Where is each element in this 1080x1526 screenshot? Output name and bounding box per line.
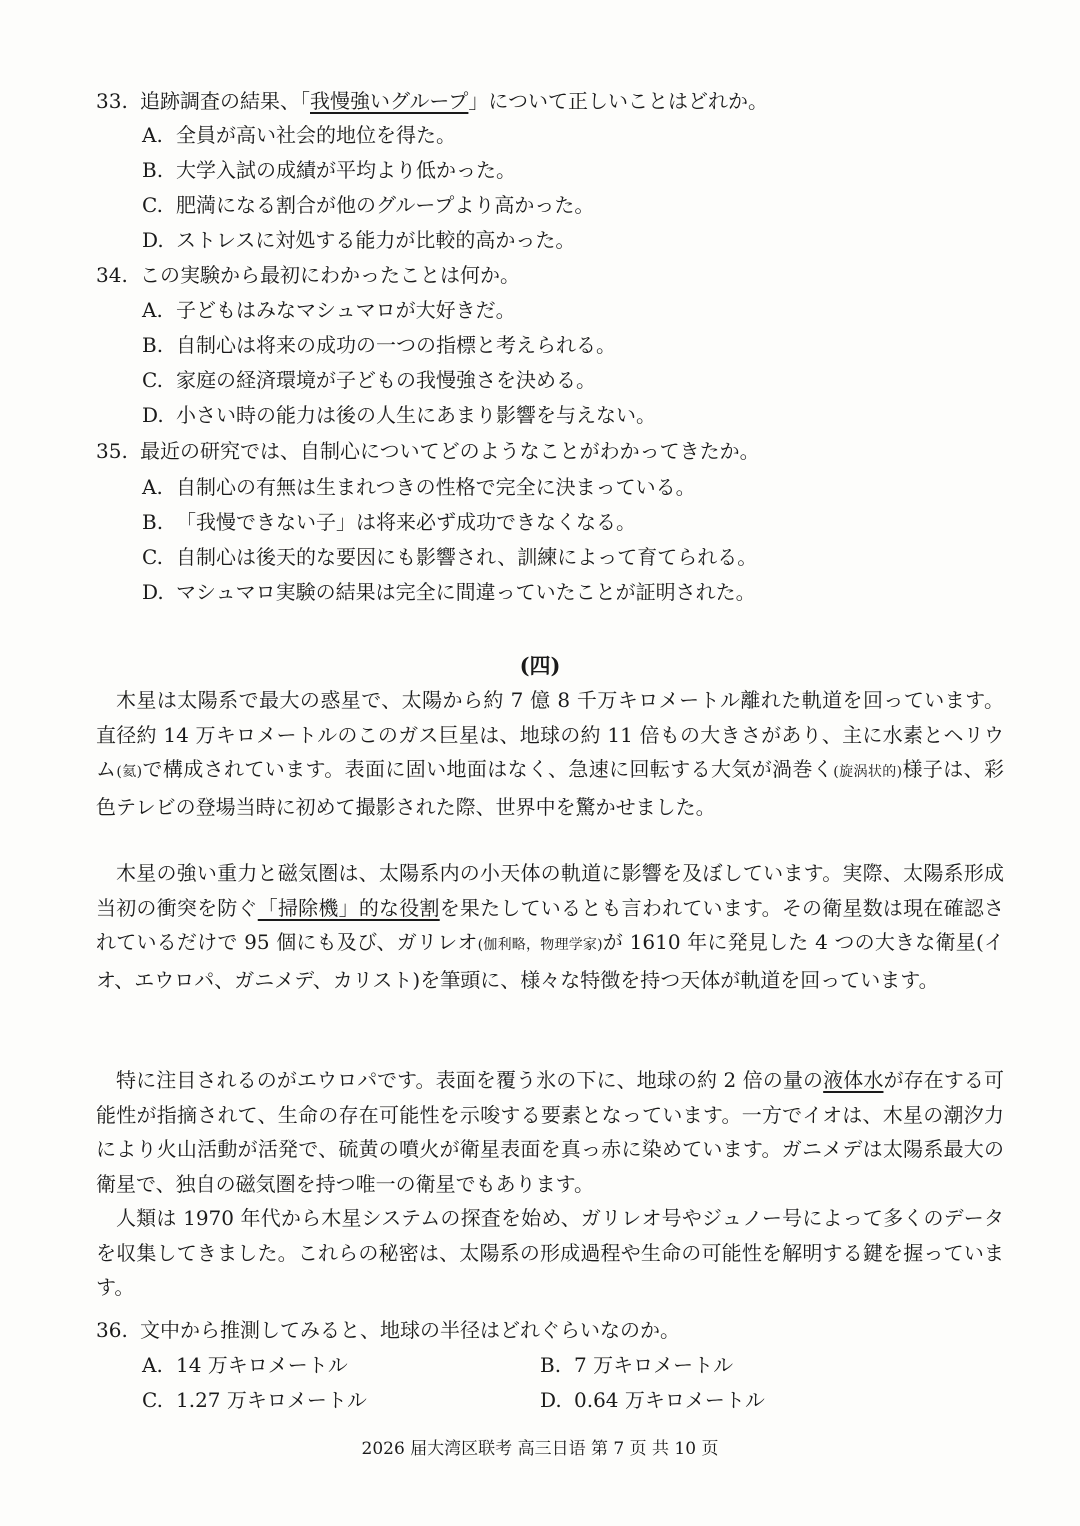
question-34: 34. この実験から最初にわかったことは何か。 [96, 263, 520, 287]
question-text: 最近の研究では、自制心についてどのようなことがわかってきたか。 [140, 439, 760, 463]
annotation-note: (氦) [116, 764, 143, 780]
passage-paragraph-2: 木星の強い重力と磁気圏は、太陽系内の小天体の軌道に影響を及ぼしています。実際、太陽系形成当初の衝突を防ぐ「掃除機」的な役割を果たしているとも言われています。その衛星数は現在確認されているだけで 95 個にも及び、ガリレオ(伽利略，物理学家)が 1610 年に発見した 4 つの大きな衛星(イオ、エウロパ、ガニメデ、カリスト)を筆頭に、様々な特徴を持つ天体が軌道を回っています。 [96, 861, 1005, 992]
annotation-note: (伽利略，物理学家) [477, 937, 603, 953]
underlined-phrase: 液体水 [823, 1068, 884, 1092]
underlined-phrase: 「掃除機」的な役割 [257, 895, 440, 920]
option-34-a[interactable]: A. 子どもはみなマシュマロが大好きだ。 [142, 298, 516, 322]
option-36-a[interactable]: A. 14 万キロメートル [142, 1353, 348, 1377]
option-34-c[interactable]: C. 家庭の経済環境が子どもの我慢強さを決める。 [142, 368, 596, 392]
passage-paragraph-4: 人類は 1970 年代から木星システムの探査を始め、ガリレオ号やジュノー号によって多くのデータを収集してきました。これらの秘密は、太陽系の形成過程や生命の可能性を解明する鍵を握っています。 [96, 1206, 1004, 1299]
question-text: 」について正しいことはどれか。 [468, 89, 769, 113]
question-33: 33. 追跡調査の結果、「我慢強いグループ」について正しいことはどれか。 [96, 89, 769, 113]
option-36-b[interactable]: B. 7 万キロメートル [540, 1353, 734, 1377]
option-35-c[interactable]: C. 自制心は後天的な要因にも影響され、訓練によって育てられる。 [142, 545, 758, 569]
option-35-a[interactable]: A. 自制心の有無は生まれつきの性格で完全に決まっている。 [142, 475, 696, 499]
underlined-phrase: 我慢強いグループ [310, 89, 469, 113]
option-34-d[interactable]: D. 小さい時の能力は後の人生にあまり影響を与えない。 [142, 403, 656, 427]
annotation-note: (旋涡状的) [833, 764, 903, 780]
question-36: 36. 文中から推測してみると、地球の半径はどれぐらいなのか。 [96, 1318, 680, 1342]
option-36-d[interactable]: D. 0.64 万キロメートル [540, 1388, 765, 1412]
option-35-d[interactable]: D. マシュマロ実験の結果は完全に間違っていたことが証明された。 [142, 580, 756, 604]
option-35-b[interactable]: B. 「我慢できない子」は将来必ず成功できなくなる。 [142, 510, 636, 534]
option-33-b[interactable]: B. 大学入試の成績が平均より低かった。 [142, 158, 516, 182]
option-33-c[interactable]: C. 肥満になる割合が他のグループより高かった。 [142, 193, 595, 217]
passage-paragraph-1: 木星は太陽系で最大の惑星で、太陽から約 7 億 8 千万キロメートル離れた軌道を回っています。直径約 14 万キロメートルのこのガス巨星は、地球の約 11 倍もの大きさがあり、主に水素とヘリウム(氦)で構成されています。表面に固い地面はなく、急速に回転する大気が渦巻く(旋涡状的)様子は、彩色テレビの登場当時に初めて撮影された際、世界中を驚かせました。 [96, 688, 1004, 819]
section-title: (四) [519, 653, 561, 678]
page-footer: 2026 届大湾区联考 高三日语 第 7 页 共 10 页 [361, 1439, 719, 1459]
question-35: 35. 最近の研究では、自制心についてどのようなことがわかってきたか。 [96, 439, 760, 463]
option-33-a[interactable]: A. 全員が高い社会的地位を得た。 [142, 123, 456, 147]
question-text: 追跡調査の結果、「 [140, 89, 310, 113]
passage-paragraph-3: 特に注目されるのがエウロパです。表面を覆う氷の下に、地球の約 2 倍の量の液体水が存在する可能性が指摘されて、生命の存在可能性を示唆する要素となっています。一方でイオは、木星の潮汐力により火山活動が活発で、硫黄の噴火が衛星表面を真っ赤に染めています。ガニメデは太陽系最大の衛星で、独自の磁気圏を持つ唯一の衛星でもあります。 [96, 1068, 1005, 1196]
option-34-b[interactable]: B. 自制心は将来の成功の一つの指標と考えられる。 [142, 333, 616, 357]
option-36-c[interactable]: C. 1.27 万キロメートル [142, 1388, 367, 1412]
option-33-d[interactable]: D. ストレスに対処する能力が比較的高かった。 [142, 228, 576, 252]
question-text: この実験から最初にわかったことは何か。 [140, 263, 520, 287]
question-text: 文中から推測してみると、地球の半径はどれぐらいなのか。 [140, 1318, 680, 1342]
